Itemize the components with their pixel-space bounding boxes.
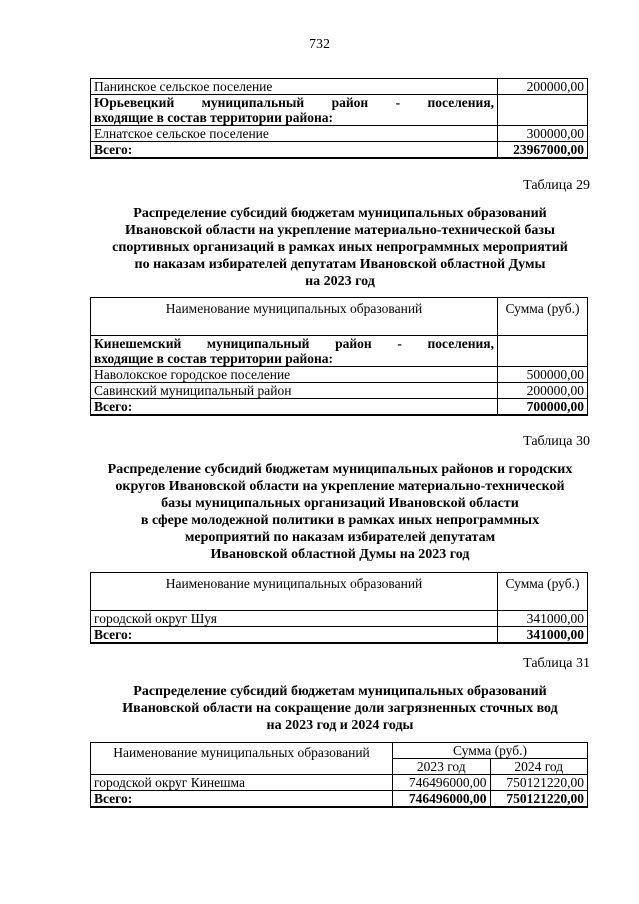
group-heading-line: Юрьевецкий муниципальный район - поселения, [94, 95, 494, 110]
header-year-2023: 2023 год [393, 759, 491, 775]
row-amount: 341000,00 [498, 611, 588, 627]
header-row [91, 743, 588, 759]
header-name: Наименование муниципальных образований [91, 573, 498, 593]
group-heading-line: входящие в состав территории района: [94, 110, 334, 125]
table-31 [90, 742, 588, 808]
row-amount: 200000,00 [498, 79, 588, 95]
total-row [91, 142, 588, 159]
table-row [91, 383, 588, 399]
row-amount: 300000,00 [498, 126, 588, 142]
header-spacer [91, 592, 588, 611]
row-name: городской округ Шуя [91, 611, 498, 627]
total-amount-2024: 750121220,00 [490, 791, 588, 808]
table-row [91, 367, 588, 383]
header-year-2024: 2024 год [490, 759, 588, 775]
row-name: Панинское сельское поселение [91, 79, 498, 95]
header-name: Наименование муниципальных образований [91, 743, 393, 775]
group-heading-line: Кинешемский муниципальный район - поселения, [94, 336, 494, 351]
total-label: Всего: [91, 791, 393, 808]
title-line: Ивановской области на укрепление материально-технической базы [125, 223, 555, 238]
row-amount: 200000,00 [498, 383, 588, 399]
header-name: Наименование муниципальных образований [91, 298, 498, 318]
title-line: базы муниципальных организаций Ивановской области [161, 496, 519, 511]
row-amount [498, 95, 588, 126]
total-amount: 23967000,00 [498, 142, 588, 159]
table-29-label: Таблица 29 [523, 178, 590, 193]
table-31-label: Таблица 31 [523, 656, 590, 671]
table-28-continuation [90, 78, 588, 159]
table-row [91, 126, 588, 142]
title-line: Ивановской областной Думы на 2023 год [210, 547, 470, 562]
header-sum: Сумма (руб.) [393, 743, 588, 759]
row-name: Наволокское городское поселение [91, 367, 498, 383]
group-heading-line: входящие в состав территории района: [94, 351, 334, 366]
header-sum: Сумма (руб.) [498, 298, 588, 318]
title-line: Распределение субсидий бюджетам муниципальных районов и городских [107, 462, 573, 477]
total-label: Всего: [91, 142, 498, 159]
group-heading [91, 336, 498, 367]
row-name: Елнатское сельское поселение [91, 126, 498, 142]
title-line: в сфере молодежной политики в рамках иных непрограммных [140, 513, 540, 528]
table-29-title [60, 205, 620, 290]
total-amount: 341000,00 [498, 627, 588, 644]
total-row [91, 627, 588, 644]
row-name: городской округ Кинешма [91, 775, 393, 791]
total-label: Всего: [91, 399, 498, 416]
title-line: мероприятий по наказам избирателей депутатам [184, 530, 496, 545]
title-line: Распределение субсидий бюджетам муниципальных образований [133, 206, 547, 221]
title-line: Ивановской области на сокращение доли загрязненных сточных вод [122, 701, 558, 716]
header-spacer [91, 317, 588, 336]
total-amount-2023: 746496000,00 [393, 791, 491, 808]
row-amount-2024: 750121220,00 [490, 775, 588, 791]
table-row [91, 95, 588, 126]
title-line: на 2023 год [305, 274, 375, 289]
row-name: Савинский муниципальный район [91, 383, 498, 399]
title-line: на 2023 год и 2024 годы [266, 718, 414, 733]
table-29 [90, 297, 588, 416]
table-30 [90, 572, 588, 644]
table-30-title [60, 461, 620, 563]
row-amount-2023: 746496000,00 [393, 775, 491, 791]
table-row [91, 79, 588, 95]
title-line: спортивных организаций в рамках иных непрограммных мероприятий [112, 240, 568, 255]
total-amount: 700000,00 [498, 399, 588, 416]
header-row [91, 298, 588, 318]
title-line: Распределение субсидий бюджетам муниципальных образований [133, 684, 547, 699]
table-30-label: Таблица 30 [523, 434, 590, 449]
table-row [91, 775, 588, 791]
title-line: по наказам избирателей депутатам Ивановской областной Думы [134, 257, 546, 272]
title-line: округов Ивановской области на укрепление материально-технической [115, 479, 565, 494]
header-sum: Сумма (руб.) [498, 573, 588, 593]
table-31-title [60, 683, 620, 734]
total-row [91, 791, 588, 808]
table-row [91, 611, 588, 627]
total-row [91, 399, 588, 416]
total-label: Всего: [91, 627, 498, 644]
row-amount: 500000,00 [498, 367, 588, 383]
group-heading [91, 95, 498, 126]
header-row [91, 573, 588, 593]
page-number: 732 [309, 37, 330, 52]
table-row [91, 336, 588, 367]
row-amount [498, 336, 588, 367]
